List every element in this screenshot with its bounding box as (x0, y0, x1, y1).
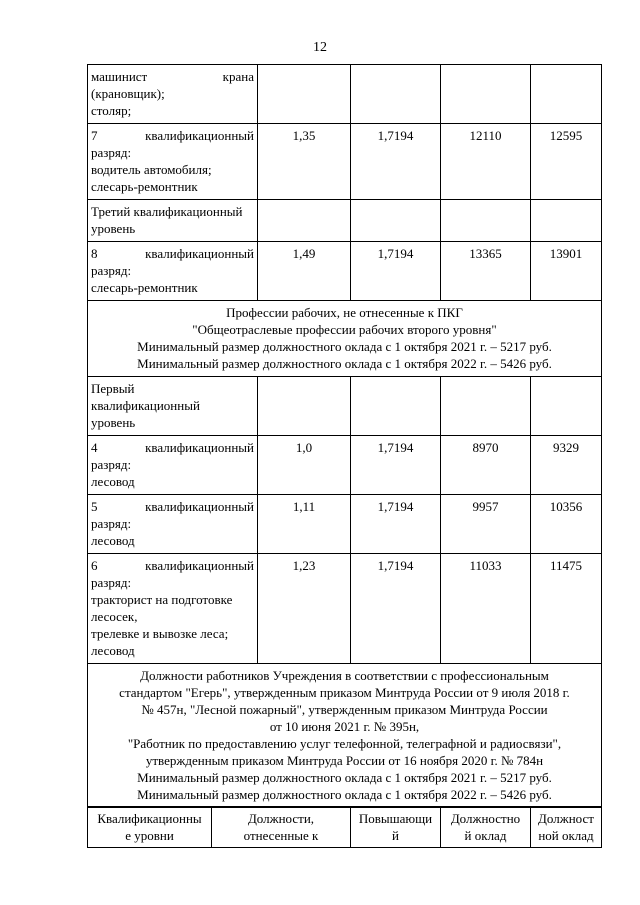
section-line: "Общеотраслевые профессии рабочих второго уровня" (192, 322, 497, 337)
salary-2022-cell: 11475 (531, 554, 602, 664)
section-line: от 10 июня 2021 г. № 395н, (269, 719, 420, 734)
salary-2022-cell: 10356 (531, 495, 602, 554)
text-part: 4 (91, 440, 98, 455)
position-line: слесарь-ремонтник (91, 179, 198, 194)
section-cell (88, 301, 602, 377)
salary-table (87, 64, 602, 808)
section-line: Минимальный размер должностного оклада с 1 октября 2022 г. – 5426 руб. (137, 787, 552, 802)
position-line: разряд: (91, 145, 132, 160)
position-line: водитель автомобиля; (91, 162, 212, 177)
text-part: 6 (91, 558, 98, 573)
section-line: стандартом "Егерь", утвержденным приказом Минтруда России от 9 июля 2018 г. (119, 685, 570, 700)
job-row (88, 65, 602, 124)
text-part: квалификационный (145, 440, 254, 455)
header-cell (531, 807, 602, 848)
position-line: (крановщик); (91, 86, 165, 101)
header-line: Квалификационны (97, 811, 202, 826)
salary-2021-cell: 12110 (441, 124, 531, 200)
header-cell (441, 807, 531, 848)
position-cell (88, 242, 258, 301)
coefficient-cell (258, 200, 351, 242)
section-line: утвержденным приказом Минтруда России от 16 ноября 2020 г. № 784н (145, 753, 544, 768)
header-line: Повышающи (358, 811, 433, 826)
position-line: уровень (91, 221, 136, 236)
salary-2021-cell: 11033 (441, 554, 531, 664)
header-line: Должност (538, 811, 594, 826)
section-line: Минимальный размер должностного оклада с 1 октября 2021 г. – 5217 руб. (137, 770, 552, 785)
coefficient-cell: 1,49 (258, 242, 351, 301)
text-part: машинист (91, 69, 148, 84)
salary-2021-cell: 8970 (441, 436, 531, 495)
position-line: Первый (91, 381, 135, 396)
text-part: 5 (91, 499, 98, 514)
header-line: е уровни (125, 828, 174, 843)
salary-2022-cell: 13901 (531, 242, 602, 301)
salary-2021-cell: 13365 (441, 242, 531, 301)
position-line: Третий квалификационный (91, 204, 243, 219)
header-cell (88, 807, 212, 848)
text-part: крана (222, 69, 254, 84)
text-part: квалификационный (145, 499, 254, 514)
section-row (88, 301, 602, 377)
position-line: лесовод (91, 643, 135, 658)
salary-2021-cell (441, 200, 531, 242)
justified-line (91, 439, 254, 456)
position-line: тракторист на подготовке (91, 592, 233, 607)
multiplier-cell: 1,7194 (351, 495, 441, 554)
position-cell (88, 554, 258, 664)
text-part: 7 (91, 128, 98, 143)
salary-2021-cell: 9957 (441, 495, 531, 554)
coefficient-cell (258, 377, 351, 436)
job-row (88, 124, 602, 200)
header-line: й оклад (464, 828, 507, 843)
justified-line (91, 245, 254, 262)
position-cell (88, 200, 258, 242)
multiplier-cell: 1,7194 (351, 554, 441, 664)
position-line: разряд: (91, 457, 132, 472)
salary-2022-cell (531, 65, 602, 124)
section-line: Должности работников Учреждения в соответствии с профессиональным (140, 668, 549, 683)
position-cell (88, 65, 258, 124)
header-line: Должности, (247, 811, 315, 826)
coefficient-cell: 1,23 (258, 554, 351, 664)
position-line: лесовод (91, 533, 135, 548)
position-line: разряд: (91, 575, 132, 590)
salary-2022-cell (531, 377, 602, 436)
position-cell (88, 495, 258, 554)
job-row (88, 554, 602, 664)
position-cell (88, 124, 258, 200)
header-line: отнесенные к (243, 828, 319, 843)
multiplier-cell: 1,7194 (351, 124, 441, 200)
level-row (88, 377, 602, 436)
job-row (88, 436, 602, 495)
section-line: Профессии рабочих, не отнесенные к ПКГ (226, 305, 463, 320)
justified-line (91, 498, 254, 515)
header-cell (212, 807, 351, 848)
justified-line (91, 557, 254, 574)
header-line: й (392, 828, 399, 843)
multiplier-cell (351, 65, 441, 124)
header-line: ной оклад (538, 828, 594, 843)
section-cell (88, 664, 602, 808)
next-table-header-row (88, 807, 602, 848)
next-table-header (87, 806, 602, 848)
position-line: разряд: (91, 263, 132, 278)
position-line: трелевке и вывозке леса; (91, 626, 229, 641)
multiplier-cell (351, 200, 441, 242)
multiplier-cell: 1,7194 (351, 242, 441, 301)
section-row (88, 664, 602, 808)
text-part: квалификационный (145, 128, 254, 143)
multiplier-cell: 1,7194 (351, 436, 441, 495)
page-number: 12 (313, 40, 327, 55)
coefficient-cell: 1,0 (258, 436, 351, 495)
header-line: Должностно (450, 811, 521, 826)
salary-2022-cell (531, 200, 602, 242)
coefficient-cell (258, 65, 351, 124)
position-cell (88, 377, 258, 436)
position-line: лесовод (91, 474, 135, 489)
section-line: № 457н, "Лесной пожарный", утвержденным приказом Минтруда России (141, 702, 548, 717)
section-line: Минимальный размер должностного оклада с 1 октября 2021 г. – 5217 руб. (137, 339, 552, 354)
salary-2021-cell (441, 65, 531, 124)
position-line: уровень (91, 415, 136, 430)
justified-line (91, 68, 254, 85)
salary-2022-cell: 9329 (531, 436, 602, 495)
salary-2022-cell: 12595 (531, 124, 602, 200)
position-line: столяр; (91, 103, 132, 118)
salary-table-body (88, 65, 602, 808)
position-line: слесарь-ремонтник (91, 280, 198, 295)
position-cell (88, 436, 258, 495)
coefficient-cell: 1,11 (258, 495, 351, 554)
job-row (88, 495, 602, 554)
header-cell (351, 807, 441, 848)
salary-2021-cell (441, 377, 531, 436)
job-row (88, 242, 602, 301)
text-part: квалификационный (145, 246, 254, 261)
multiplier-cell (351, 377, 441, 436)
justified-line (91, 127, 254, 144)
text-part: 8 (91, 246, 98, 261)
section-line: "Работник по предоставлению услуг телефонной, телеграфной и радиосвязи", (127, 736, 562, 751)
section-line: Минимальный размер должностного оклада с 1 октября 2022 г. – 5426 руб. (137, 356, 552, 371)
position-line: разряд: (91, 516, 132, 531)
position-line: лесосек, (91, 609, 138, 624)
position-line: квалификационный (91, 398, 200, 413)
text-part: квалификационный (145, 558, 254, 573)
level-row (88, 200, 602, 242)
coefficient-cell: 1,35 (258, 124, 351, 200)
